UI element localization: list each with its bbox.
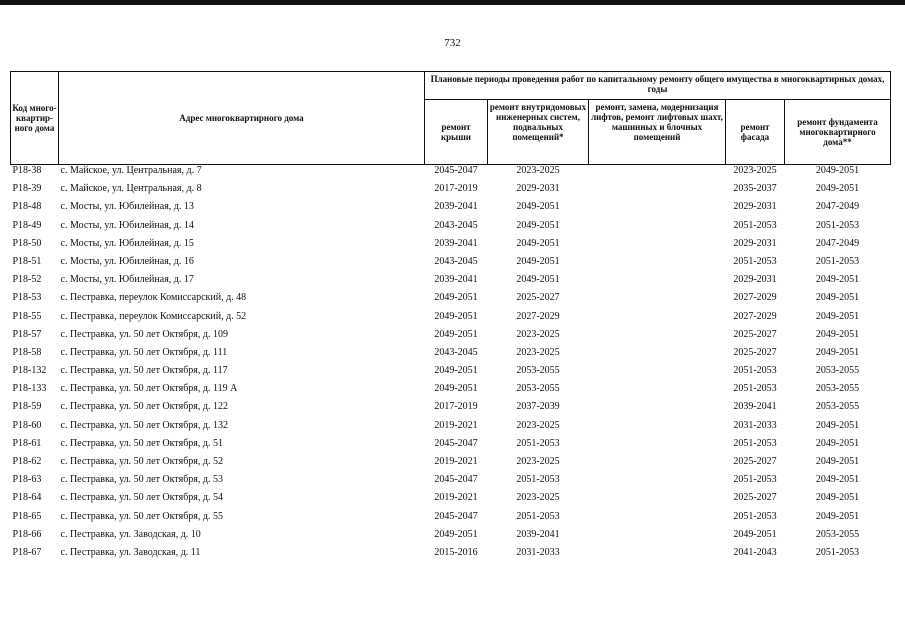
cell-address: с. Майское, ул. Центральная, д. 7 xyxy=(59,165,425,184)
table-row xyxy=(11,547,891,565)
cell-engineering: 2051-2053 xyxy=(516,437,560,449)
cell-code: P18-63 xyxy=(12,474,42,486)
cell-engineering: 2023-2025 xyxy=(516,419,560,431)
cell-facade: 2025-2027 xyxy=(733,456,777,467)
cell-foundation: 2053-2055 xyxy=(815,383,860,395)
header-roof: ремонт крыши xyxy=(425,100,488,165)
cell-code: P18-133 xyxy=(12,383,47,395)
cell-elevator xyxy=(589,383,726,401)
table-row xyxy=(11,220,891,238)
cell-address: с. Пестравка, ул. 50 лет Октября, д. 54 xyxy=(60,492,223,504)
cell-roof: 2043-2045 xyxy=(434,255,478,267)
cell-foundation: 2049-2051 xyxy=(785,165,891,184)
cell-elevator xyxy=(589,529,726,547)
cell-address: с. Пестравка, переулок Комиссарский, д. 52 xyxy=(60,310,247,322)
cell-facade: 2031-2033 xyxy=(733,419,777,431)
cell-elevator xyxy=(589,365,726,383)
cell-roof: 2049-2051 xyxy=(434,310,478,322)
cell-address: с. Пестравка, ул. 50 лет Октября, д. 52 xyxy=(60,456,223,467)
cell-engineering: 2037-2039 xyxy=(516,401,560,413)
table-row xyxy=(11,347,891,365)
cell-facade: 2027-2029 xyxy=(733,292,777,304)
cell-address: с. Мосты, ул. Юбилейная, д. 13 xyxy=(60,201,194,213)
cell-roof: 2017-2019 xyxy=(434,401,478,413)
cell-facade: 2025-2027 xyxy=(733,328,777,340)
cell-foundation: 2053-2055 xyxy=(815,401,860,413)
cell-elevator xyxy=(589,165,726,184)
cell-foundation: 2051-2053 xyxy=(815,219,860,231)
cell-elevator xyxy=(589,329,726,347)
cell-facade: 2051-2053 xyxy=(733,474,777,486)
cell-foundation: 2049-2051 xyxy=(815,492,860,504)
cell-elevator xyxy=(589,347,726,365)
cell-engineering: 2025-2027 xyxy=(516,292,560,304)
table-row xyxy=(11,365,891,383)
table-row xyxy=(11,274,891,292)
table-row xyxy=(11,474,891,492)
cell-engineering: 2051-2053 xyxy=(516,510,560,522)
cell-roof: 2015-2016 xyxy=(434,546,478,558)
cell-engineering: 2023-2025 xyxy=(516,492,560,504)
cell-roof: 2045-2047 xyxy=(434,474,478,486)
cell-engineering: 2039-2041 xyxy=(516,528,560,540)
header-facade: ремонт фасада xyxy=(726,100,785,165)
cell-elevator xyxy=(589,492,726,510)
cell-roof: 2043-2045 xyxy=(434,346,478,358)
cell-foundation: 2049-2051 xyxy=(815,274,860,286)
cell-facade: 2051-2053 xyxy=(733,365,777,377)
cell-code: P18-62 xyxy=(12,456,42,467)
cell-engineering: 2049-2051 xyxy=(516,274,560,286)
cell-engineering: 2023-2025 xyxy=(488,165,589,184)
cell-elevator xyxy=(589,438,726,456)
cell-engineering: 2023-2025 xyxy=(516,328,560,340)
cell-code: P18-51 xyxy=(12,255,42,267)
cell-address: с. Пестравка, ул. Заводская, д. 10 xyxy=(60,528,201,540)
cell-address: с. Мосты, ул. Юбилейная, д. 14 xyxy=(60,219,194,231)
table-row xyxy=(11,311,891,329)
cell-code: P18-65 xyxy=(12,510,42,522)
cell-address: с. Пестравка, ул. Заводская, д. 11 xyxy=(60,546,201,558)
cell-foundation: 2047-2049 xyxy=(815,237,860,249)
cell-facade: 2041-2043 xyxy=(733,546,777,558)
cell-code: P18-48 xyxy=(12,201,42,213)
cell-foundation: 2049-2051 xyxy=(815,510,860,522)
cell-code: P18-64 xyxy=(12,492,42,504)
header-foundation: ремонт фундамента многоквартирного дома** xyxy=(785,100,891,165)
cell-elevator xyxy=(589,292,726,310)
cell-address: с. Пестравка, ул. 50 лет Октября, д. 53 xyxy=(60,474,223,486)
cell-elevator xyxy=(589,220,726,238)
cell-roof: 2019-2021 xyxy=(434,456,478,467)
header-work-periods: Плановые периоды проведения работ по капитальному ремонту общего имущества в многоквартирных домах, годы xyxy=(425,72,891,100)
cell-address: с. Пестравка, ул. 50 лет Октября, д. 51 xyxy=(60,437,223,449)
table-row xyxy=(11,383,891,401)
cell-code: P18-53 xyxy=(12,292,42,304)
cell-code: P18-38 xyxy=(11,165,59,184)
cell-address: с. Пестравка, ул. 50 лет Октября, д. 111 xyxy=(60,346,228,358)
cell-code: P18-59 xyxy=(12,401,42,413)
cell-address: с. Мосты, ул. Юбилейная, д. 16 xyxy=(60,255,194,267)
cell-code: P18-132 xyxy=(12,365,47,377)
cell-elevator xyxy=(589,511,726,529)
cell-engineering: 2053-2055 xyxy=(516,383,560,395)
capital-repair-table xyxy=(10,71,891,565)
cell-elevator xyxy=(589,547,726,565)
cell-foundation: 2051-2053 xyxy=(815,546,860,558)
cell-engineering: 2029-2031 xyxy=(516,183,560,195)
table-row xyxy=(11,401,891,419)
cell-foundation: 2053-2055 xyxy=(815,528,860,540)
cell-elevator xyxy=(589,456,726,474)
header-engineering: ремонт внутридомовых инженерных систем, подвальных помещений* xyxy=(488,100,589,165)
cell-roof: 2049-2051 xyxy=(434,383,478,395)
cell-elevator xyxy=(589,183,726,201)
header-elevator: ремонт, замена, модернизация лифтов, ремонт лифтовых шахт, машинных и блочных помещений xyxy=(589,100,726,165)
table-row xyxy=(11,256,891,274)
cell-address: с. Пестравка, ул. 50 лет Октября, д. 132 xyxy=(60,419,228,431)
cell-foundation: 2051-2053 xyxy=(815,255,860,267)
cell-code: P18-58 xyxy=(12,346,42,358)
cell-foundation: 2049-2051 xyxy=(815,437,860,449)
cell-elevator xyxy=(589,401,726,419)
table-row xyxy=(11,420,891,438)
table-row xyxy=(11,438,891,456)
cell-code: P18-67 xyxy=(12,546,42,558)
cell-elevator xyxy=(589,474,726,492)
cell-foundation: 2053-2055 xyxy=(815,365,860,377)
cell-engineering: 2023-2025 xyxy=(516,456,560,467)
cell-code: P18-55 xyxy=(12,310,42,322)
cell-facade: 2023-2025 xyxy=(726,165,785,184)
cell-roof: 2045-2047 xyxy=(434,510,478,522)
cell-engineering: 2027-2029 xyxy=(516,310,560,322)
cell-address: с. Пестравка, ул. 50 лет Октября, д. 122 xyxy=(60,401,228,413)
cell-elevator xyxy=(589,256,726,274)
cell-elevator xyxy=(589,311,726,329)
cell-address: с. Майское, ул. Центральная, д. 8 xyxy=(60,183,202,195)
table-row xyxy=(11,511,891,529)
cell-foundation: 2049-2051 xyxy=(815,456,860,467)
cell-elevator xyxy=(589,238,726,256)
cell-engineering: 2023-2025 xyxy=(516,346,560,358)
cell-code: P18-57 xyxy=(12,328,42,340)
table-row xyxy=(11,165,891,184)
cell-facade: 2051-2053 xyxy=(733,437,777,449)
cell-roof: 2049-2051 xyxy=(434,328,478,340)
cell-foundation: 2049-2051 xyxy=(815,292,860,304)
header-code: Код много-квартир-ного дома xyxy=(11,72,59,165)
cell-roof: 2043-2045 xyxy=(434,219,478,231)
cell-facade: 2025-2027 xyxy=(733,346,777,358)
table-row xyxy=(11,329,891,347)
table-row xyxy=(11,529,891,547)
cell-address: с. Пестравка, ул. 50 лет Октября, д. 119 А xyxy=(60,383,238,395)
cell-facade: 2027-2029 xyxy=(733,310,777,322)
cell-facade: 2051-2053 xyxy=(733,219,777,231)
cell-engineering: 2049-2051 xyxy=(516,237,560,249)
cell-facade: 2051-2053 xyxy=(733,510,777,522)
cell-foundation: 2049-2051 xyxy=(815,419,860,431)
cell-code: P18-52 xyxy=(12,274,42,286)
cell-facade: 2029-2031 xyxy=(733,274,777,286)
cell-roof: 2019-2021 xyxy=(434,419,478,431)
cell-elevator xyxy=(589,420,726,438)
cell-facade: 2051-2053 xyxy=(733,383,777,395)
cell-facade: 2035-2037 xyxy=(733,183,777,195)
cell-facade: 2051-2053 xyxy=(733,255,777,267)
cell-roof: 2045-2047 xyxy=(425,165,488,184)
cell-foundation: 2049-2051 xyxy=(815,310,860,322)
cell-facade: 2029-2031 xyxy=(733,237,777,249)
cell-foundation: 2049-2051 xyxy=(815,328,860,340)
table-row xyxy=(11,456,891,474)
cell-roof: 2049-2051 xyxy=(434,365,478,377)
cell-roof: 2039-2041 xyxy=(434,201,478,213)
table-row xyxy=(11,183,891,201)
cell-code: P18-39 xyxy=(12,183,42,195)
cell-address: с. Мосты, ул. Юбилейная, д. 15 xyxy=(60,237,194,249)
table-row xyxy=(11,201,891,219)
cell-facade: 2039-2041 xyxy=(733,401,777,413)
cell-address: с. Пестравка, переулок Комиссарский, д. 48 xyxy=(60,292,247,304)
cell-address: с. Пестравка, ул. 50 лет Октября, д. 55 xyxy=(60,510,223,522)
cell-engineering: 2053-2055 xyxy=(516,365,560,377)
cell-code: P18-60 xyxy=(12,419,42,431)
table-row xyxy=(11,492,891,510)
cell-roof: 2039-2041 xyxy=(434,237,478,249)
cell-code: P18-66 xyxy=(12,528,42,540)
cell-facade: 2025-2027 xyxy=(733,492,777,504)
cell-engineering: 2031-2033 xyxy=(516,546,560,558)
cell-engineering: 2049-2051 xyxy=(516,219,560,231)
header-address: Адрес многоквартирного дома xyxy=(59,72,425,165)
cell-foundation: 2047-2049 xyxy=(815,201,860,213)
cell-code: P18-49 xyxy=(12,219,42,231)
cell-foundation: 2049-2051 xyxy=(815,183,860,195)
cell-elevator xyxy=(589,274,726,292)
cell-roof: 2039-2041 xyxy=(434,274,478,286)
table-body xyxy=(11,165,891,566)
cell-code: P18-61 xyxy=(12,437,42,449)
cell-engineering: 2049-2051 xyxy=(516,201,560,213)
cell-roof: 2049-2051 xyxy=(434,528,478,540)
page-number: 732 xyxy=(444,37,461,49)
cell-roof: 2049-2051 xyxy=(434,292,478,304)
cell-elevator xyxy=(589,201,726,219)
table-row xyxy=(11,292,891,310)
cell-facade: 2029-2031 xyxy=(733,201,777,213)
cell-roof: 2019-2021 xyxy=(434,492,478,504)
cell-address: с. Пестравка, ул. 50 лет Октября, д. 117 xyxy=(60,365,228,377)
table-row xyxy=(11,238,891,256)
cell-engineering: 2051-2053 xyxy=(516,474,560,486)
cell-code: P18-50 xyxy=(12,237,42,249)
top-border-bar xyxy=(0,0,905,5)
cell-roof: 2045-2047 xyxy=(434,437,478,449)
cell-roof: 2017-2019 xyxy=(434,183,478,195)
cell-address: с. Мосты, ул. Юбилейная, д. 17 xyxy=(60,274,194,286)
cell-facade: 2049-2051 xyxy=(733,528,777,540)
cell-foundation: 2049-2051 xyxy=(815,346,860,358)
cell-address: с. Пестравка, ул. 50 лет Октября, д. 109 xyxy=(60,328,228,340)
cell-foundation: 2049-2051 xyxy=(815,474,860,486)
cell-engineering: 2049-2051 xyxy=(516,255,560,267)
